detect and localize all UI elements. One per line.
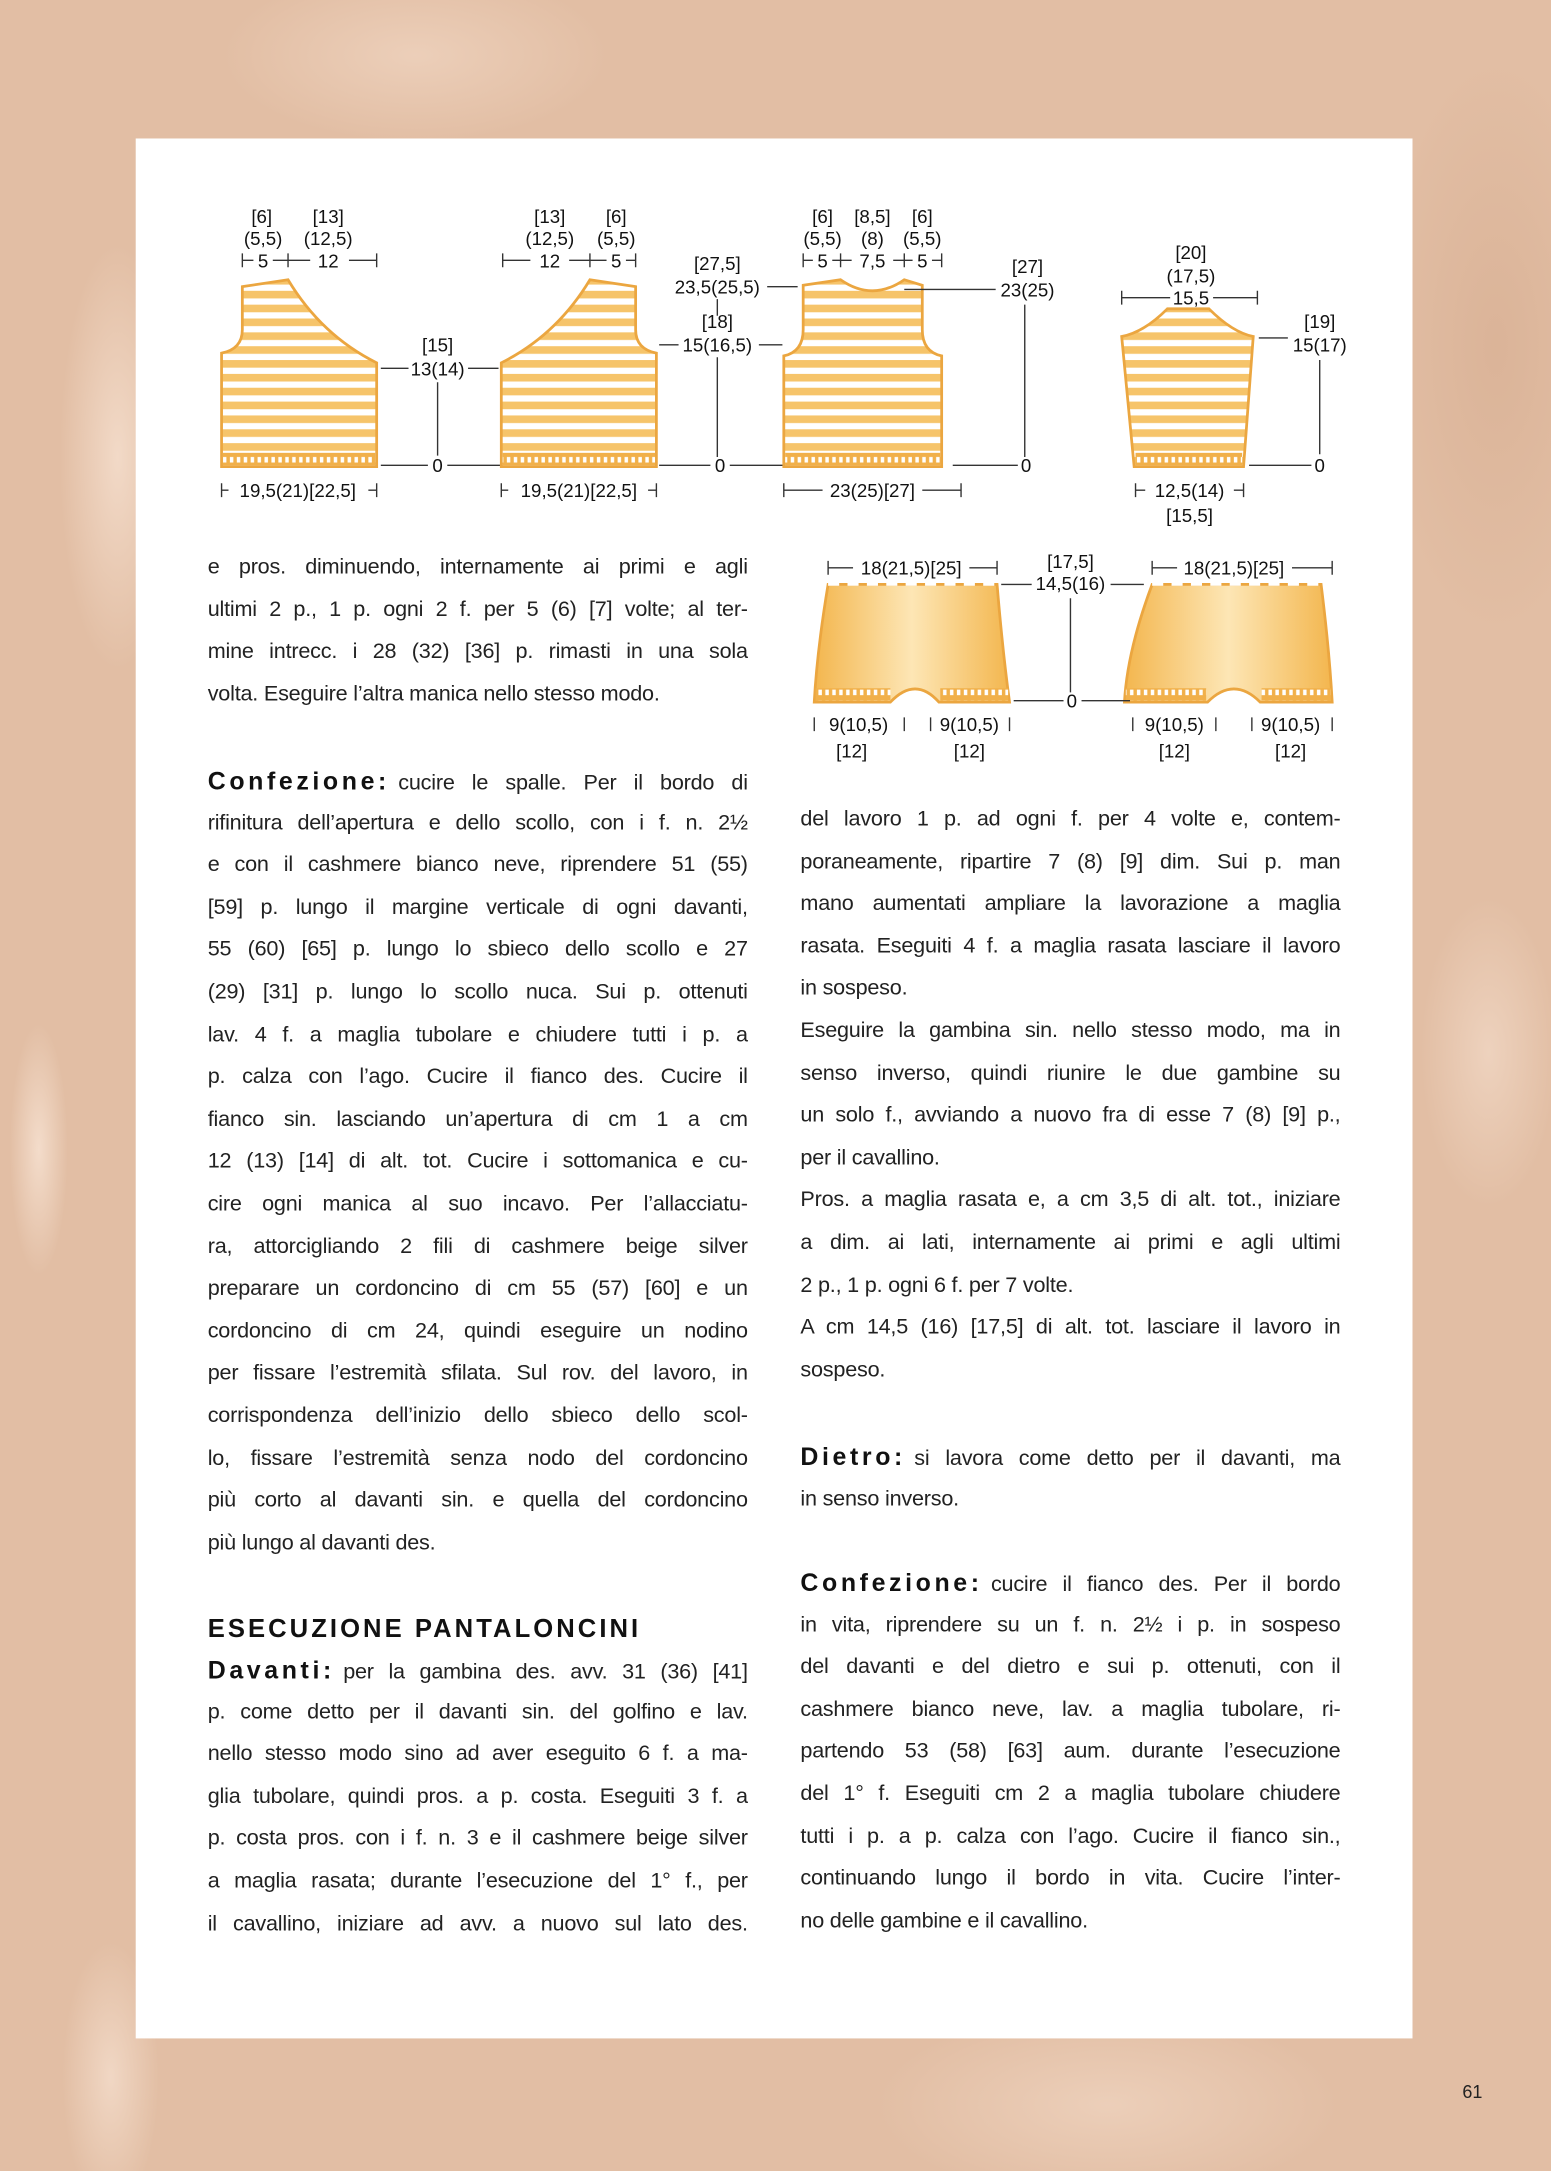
paragraph-lead-label: Confezione: bbox=[207, 767, 390, 795]
line-text: il cavallino, iniziare ad avv. a nuovo sul lato des. bbox=[207, 1911, 748, 1936]
line-text: lo, fissare l’estremità senza nodo del cordoncino bbox=[207, 1446, 748, 1470]
line-text: si lavora come detto per il davanti, ma bbox=[914, 1447, 1341, 1471]
line-text: rasata. Eseguiti 4 f. a maglia rasata lasciare il lavoro bbox=[800, 934, 1341, 958]
line-text: rifinitura dell’apertura e dello scollo, con i f. n. 2½ bbox=[207, 810, 748, 835]
line-text: mine intrecc. i 28 (32) [36] p. rimasti in una sola bbox=[207, 640, 748, 664]
line-text: ra, attorcigliando 2 fili di cashmere beige silver bbox=[207, 1234, 748, 1259]
dim-label: [19] bbox=[1304, 311, 1336, 333]
line-text: sospeso. bbox=[800, 1358, 886, 1382]
line-text: senso inverso, quindi riunire le due gambine su bbox=[800, 1061, 1341, 1086]
text-line bbox=[800, 1816, 1340, 1858]
line-text: cashmere bianco neve, lav. a maglia tubolare, ri- bbox=[800, 1697, 1341, 1722]
line-text: preparare un cordoncino di cm 55 (57) [60] e un bbox=[207, 1276, 748, 1301]
dim-label: 13(14) bbox=[410, 358, 465, 380]
shorts-back-piece bbox=[1124, 584, 1332, 702]
text-line bbox=[208, 1480, 748, 1522]
line-text: cucire le spalle. Per il bordo di bbox=[398, 771, 748, 795]
text-line bbox=[208, 930, 748, 972]
dim-label: 19,5(21)[22,5] bbox=[239, 480, 356, 502]
dim-label: (5,5) bbox=[903, 228, 942, 250]
text-line bbox=[208, 1269, 748, 1311]
dim-label: [15,5] bbox=[1166, 505, 1213, 527]
text-line bbox=[800, 1011, 1340, 1053]
dim-label: (5,5) bbox=[803, 228, 842, 250]
text-line bbox=[800, 799, 1340, 841]
dim-label: (12,5) bbox=[525, 228, 575, 250]
line-text: per fissare l’estremità sfilata. Sul rov. del lavoro, in bbox=[207, 1361, 748, 1386]
back-height-dimension bbox=[659, 253, 797, 476]
dim-label: 23,5(25,5) bbox=[674, 276, 760, 298]
line-text: volta. Eseguire l’altra manica nello stesso modo. bbox=[207, 682, 660, 706]
line-text: corrispondenza dell’inizio dello sbieco dello scol- bbox=[207, 1404, 748, 1428]
dim-label: [27] bbox=[1011, 255, 1044, 277]
text-line bbox=[800, 926, 1340, 968]
text-line bbox=[208, 1353, 748, 1395]
line-text: fianco sin. lasciando un’apertura di cm 1 a cm bbox=[207, 1107, 748, 1132]
text-line bbox=[208, 845, 748, 887]
text-line bbox=[208, 1396, 748, 1438]
text-line bbox=[800, 884, 1340, 926]
dim-label: [6] bbox=[251, 205, 273, 227]
dim-label: 0 bbox=[1066, 690, 1078, 712]
text-line bbox=[208, 1226, 748, 1268]
paragraph-lead-label: Davanti: bbox=[207, 1656, 335, 1684]
front-right-piece bbox=[501, 206, 656, 501]
line-text: in senso inverso. bbox=[800, 1486, 959, 1511]
dim-label: 9(10,5) bbox=[939, 714, 999, 736]
text-line bbox=[800, 1689, 1340, 1731]
line-text: per la gambina des. avv. 31 (36) [41] bbox=[343, 1660, 748, 1684]
dim-label: 12 bbox=[539, 250, 561, 272]
dim-label: 9(10,5) bbox=[1261, 714, 1321, 736]
line-text: cordoncino di cm 24, quindi eseguire un nodino bbox=[207, 1319, 748, 1343]
dim-label: [18] bbox=[701, 311, 733, 333]
text-line bbox=[800, 968, 1340, 1010]
text-line bbox=[800, 1180, 1340, 1222]
dim-label: 5 bbox=[257, 250, 269, 272]
dim-label: [12] bbox=[836, 740, 868, 762]
sleeve-finish-paragraph bbox=[208, 547, 748, 716]
paragraph-lead-label: Confezione: bbox=[800, 1568, 983, 1597]
line-text: no delle gambine e il cavallino. bbox=[800, 1909, 1088, 1933]
dim-label: [20] bbox=[1175, 241, 1207, 263]
line-text: lav. 4 f. a maglia tubolare e chiudere tutti i p. a bbox=[207, 1022, 748, 1047]
line-text: ultimi 2 p., 1 p. ogni 2 f. per 5 (6) [7] volte; al ter- bbox=[207, 597, 748, 622]
dim-label: 5 bbox=[917, 250, 928, 272]
dim-label: [17,5] bbox=[1047, 550, 1094, 572]
text-line bbox=[208, 1014, 748, 1056]
line-text: [59] p. lungo il margine verticale di ogni davanti, bbox=[207, 895, 748, 920]
text-line bbox=[208, 674, 748, 716]
line-text: e con il cashmere bianco neve, riprendere 51 (55) bbox=[207, 853, 748, 877]
text-line bbox=[208, 1099, 748, 1141]
davanti-paragraph bbox=[208, 1649, 748, 1946]
text-line bbox=[208, 547, 748, 589]
dim-label: [15] bbox=[422, 334, 454, 356]
line-text: in sospeso. bbox=[800, 976, 908, 1001]
line-text: 55 (60) [65] p. lungo lo sbieco dello scollo e 27 bbox=[207, 938, 748, 962]
line-text: poraneamente, ripartire 7 (8) [9] dim. Sui p. man bbox=[800, 849, 1341, 874]
dim-label: 5 bbox=[817, 250, 828, 272]
text-line bbox=[208, 760, 748, 802]
dim-label: [13] bbox=[312, 205, 344, 227]
line-text: Eseguire la gambina sin. nello stesso modo, ma in bbox=[800, 1019, 1341, 1043]
confezione-golfino-paragraph bbox=[208, 760, 748, 1565]
dim-label: (5,5) bbox=[243, 228, 283, 250]
dim-label: (8) bbox=[861, 228, 884, 250]
dim-label: 12 bbox=[317, 250, 339, 272]
text-line bbox=[800, 1604, 1340, 1646]
dim-label: 23(25)[27] bbox=[829, 480, 916, 502]
line-text: più lungo al davanti des. bbox=[207, 1531, 436, 1555]
text-line bbox=[800, 1138, 1340, 1180]
line-text: a dim. ai lati, internamente ai primi e agli ultimi bbox=[800, 1231, 1341, 1255]
line-text: continuando lungo il bordo in vita. Cucire l’inter- bbox=[800, 1866, 1341, 1891]
text-line bbox=[800, 1053, 1340, 1095]
text-line bbox=[800, 1223, 1340, 1265]
text-line bbox=[208, 589, 748, 631]
line-text: in vita, riprendere su un f. n. 2½ i p. in sospeso bbox=[800, 1612, 1341, 1637]
text-line bbox=[208, 1649, 748, 1691]
dim-label: 14,5(16) bbox=[1035, 572, 1106, 594]
text-line bbox=[208, 1692, 748, 1734]
line-text: glia tubolare, quindi pros. a p. costa. Eseguiti 3 f. a bbox=[207, 1784, 748, 1809]
dim-label: [13] bbox=[534, 205, 566, 227]
text-line bbox=[208, 887, 748, 929]
line-text: 2 p., 1 p. ogni 6 f. per 7 volte. bbox=[800, 1273, 1074, 1297]
dim-label: [8,5] bbox=[854, 205, 891, 227]
line-text: (29) [31] p. lungo lo scollo nuca. Sui p. ottenuti bbox=[207, 980, 748, 1004]
line-text: del lavoro 1 p. ad ogni f. per 4 volte e, contem- bbox=[800, 807, 1341, 831]
text-line bbox=[800, 1436, 1340, 1478]
line-text: un solo f., avviando a nuovo fra di esse 7 (8) [9] p., bbox=[800, 1103, 1341, 1128]
dim-label: 23(25) bbox=[1000, 279, 1055, 301]
text-line bbox=[800, 1859, 1340, 1901]
text-line bbox=[800, 1774, 1340, 1816]
page-number: 61 bbox=[1462, 2081, 1483, 2103]
line-text: p. costa pros. con i f. n. 3 e il cashmere beige silver bbox=[207, 1827, 748, 1851]
text-line bbox=[208, 972, 748, 1014]
text-line bbox=[208, 1184, 748, 1226]
line-text: nello stesso modo sino ad aver eseguito 6 f. a ma- bbox=[207, 1742, 748, 1766]
text-line bbox=[800, 1732, 1340, 1774]
text-line bbox=[208, 1142, 748, 1184]
dim-label: 0 bbox=[1020, 455, 1032, 477]
dim-label: 5 bbox=[611, 250, 622, 272]
line-text: cire ogni manica al suo incavo. Per l’allacciatu- bbox=[207, 1192, 748, 1216]
dim-label: 15(16,5) bbox=[682, 334, 753, 356]
text-line bbox=[800, 1307, 1340, 1349]
text-line bbox=[208, 1903, 748, 1945]
dim-label: [12] bbox=[1158, 740, 1190, 762]
line-text: partendo 53 (58) [63] aum. durante l’esecuzione bbox=[800, 1739, 1341, 1764]
dim-label: [6] bbox=[812, 205, 833, 227]
davanti-continued-paragraph bbox=[800, 799, 1340, 1392]
line-text: del 1° f. Eseguiti cm 2 a maglia tubolare chiudere bbox=[800, 1782, 1341, 1806]
text-line bbox=[208, 1734, 748, 1776]
line-text: p. calza con l’ago. Cucire il fianco des. Cucire il bbox=[207, 1065, 748, 1089]
front-height-dimension bbox=[381, 335, 501, 476]
dim-label: 9(10,5) bbox=[828, 714, 889, 736]
dim-label: 15,5 bbox=[1172, 287, 1210, 309]
dim-label: 12,5(14) bbox=[1154, 480, 1225, 502]
text-line bbox=[208, 1776, 748, 1818]
dim-label: [12] bbox=[1275, 740, 1307, 762]
line-text: Pros. a maglia rasata e, a cm 3,5 di alt. tot., iniziare bbox=[800, 1188, 1341, 1213]
line-text: per il cavallino. bbox=[800, 1146, 940, 1170]
text-line bbox=[208, 1861, 748, 1903]
text-line bbox=[800, 1265, 1340, 1307]
dim-label: 19,5(21)[22,5] bbox=[520, 480, 638, 502]
line-text: più corto al davanti sin. e quella del cordoncino bbox=[207, 1488, 748, 1513]
back-piece bbox=[784, 206, 1055, 501]
text-line bbox=[800, 841, 1340, 883]
line-text: tutti i p. a p. calza con l’ago. Cucire il fianco sin., bbox=[800, 1824, 1341, 1849]
dim-label: 18(21,5)[25] bbox=[860, 557, 962, 579]
dim-label: 0 bbox=[432, 455, 443, 477]
line-text: p. come detto per il davanti sin. del golfino e lav. bbox=[207, 1699, 748, 1724]
text-line bbox=[800, 1562, 1340, 1604]
dim-label: [6] bbox=[605, 205, 627, 227]
line-text: A cm 14,5 (16) [17,5] di alt. tot. lasciare il lavoro in bbox=[800, 1315, 1341, 1340]
dim-label: [27,5] bbox=[693, 253, 741, 275]
line-text: e pros. diminuendo, internamente ai primi e agli bbox=[207, 555, 748, 579]
dim-label: [12] bbox=[953, 740, 985, 762]
sleeve-piece bbox=[1122, 242, 1347, 526]
text-line bbox=[800, 1478, 1340, 1520]
dim-label: 18(21,5)[25] bbox=[1183, 557, 1285, 579]
shorts-front-piece bbox=[814, 584, 1009, 702]
dim-label: 0 bbox=[1314, 455, 1325, 477]
paragraph-lead-label: Dietro: bbox=[800, 1442, 906, 1471]
line-text: 12 (13) [14] di alt. tot. Cucire i sottomanica e cu- bbox=[207, 1149, 748, 1174]
text-line bbox=[208, 1057, 748, 1099]
text-line bbox=[208, 1438, 748, 1480]
dim-label: 7,5 bbox=[859, 250, 886, 272]
text-line bbox=[800, 1901, 1340, 1943]
dietro-paragraph bbox=[800, 1436, 1340, 1521]
front-left-piece bbox=[222, 206, 377, 501]
text-line bbox=[208, 803, 748, 845]
text-line bbox=[208, 1523, 748, 1565]
line-text: mano aumentati ampliare la lavorazione a maglia bbox=[800, 892, 1341, 916]
confezione-pantaloncini-paragraph bbox=[800, 1562, 1340, 1943]
dim-label: (12,5) bbox=[303, 228, 353, 250]
section-heading-block bbox=[208, 1608, 748, 1650]
dim-label: (5,5) bbox=[597, 228, 636, 250]
line-text: del davanti e del dietro e sui p. ottenuti, con il bbox=[800, 1655, 1341, 1679]
dim-label: 0 bbox=[714, 455, 726, 477]
line-text: a maglia rasata; durante l’esecuzione del 1° f., per bbox=[207, 1869, 748, 1893]
text-line bbox=[800, 1350, 1340, 1392]
dim-label: (17,5) bbox=[1166, 265, 1216, 287]
text-line bbox=[800, 1647, 1340, 1689]
dim-label: 15(17) bbox=[1292, 334, 1347, 356]
text-line bbox=[208, 1311, 748, 1353]
text-line bbox=[208, 632, 748, 674]
text-line bbox=[208, 1819, 748, 1861]
dim-label: 9(10,5) bbox=[1144, 714, 1204, 736]
dim-label: [6] bbox=[911, 205, 933, 227]
line-text: cucire il fianco des. Per il bordo bbox=[990, 1573, 1341, 1597]
section-heading: ESECUZIONE PANTALONCINI bbox=[207, 1613, 642, 1643]
text-line bbox=[800, 1096, 1340, 1138]
